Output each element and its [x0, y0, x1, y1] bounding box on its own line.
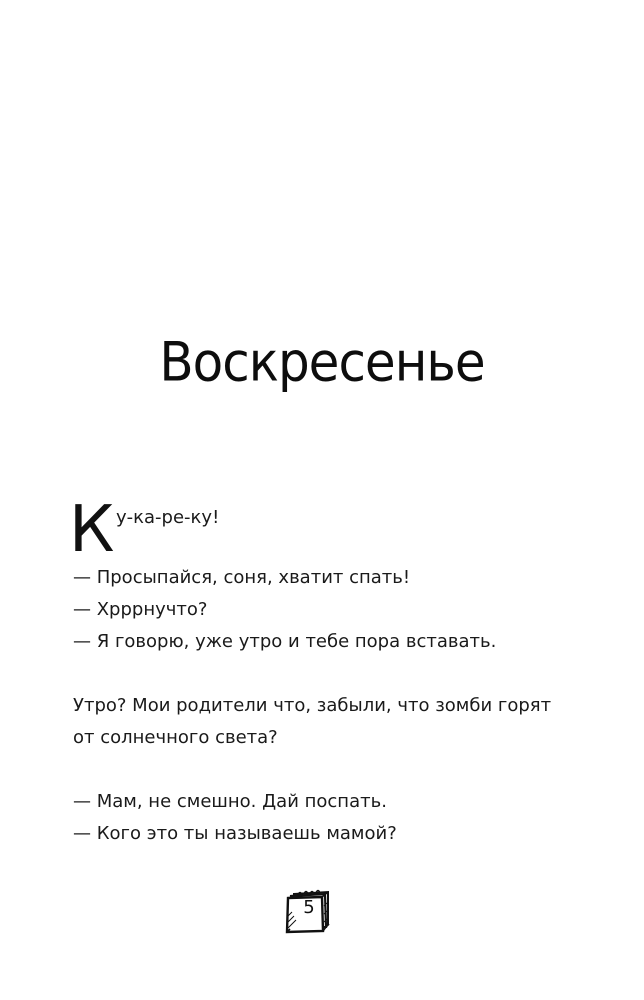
paragraph-line: от солнечного света? [73, 727, 278, 748]
dialogue-line: — Просыпайся, соня, хватит спать! [73, 567, 411, 588]
first-line-text: у-ка-ре-ку! [116, 507, 220, 528]
first-line [69, 493, 573, 567]
chapter-title: Воскресенье [159, 330, 485, 394]
body-text [69, 493, 573, 850]
dialogue-line: — Я говорю, уже утро и тебе пора вставать. [73, 631, 497, 652]
dialogue-line: — Кого это ты называешь мамой? [73, 823, 397, 844]
drop-cap: К [69, 493, 115, 567]
calendar-page-icon [284, 886, 334, 934]
dialogue-line: — Хрррнучто? [73, 599, 208, 620]
paragraph-line: Утро? Мои родители что, забыли, что зомби горят [73, 695, 552, 716]
dialogue-line: — Мам, не смешно. Дай поспать. [73, 791, 387, 812]
page-number: 5 [303, 897, 315, 918]
